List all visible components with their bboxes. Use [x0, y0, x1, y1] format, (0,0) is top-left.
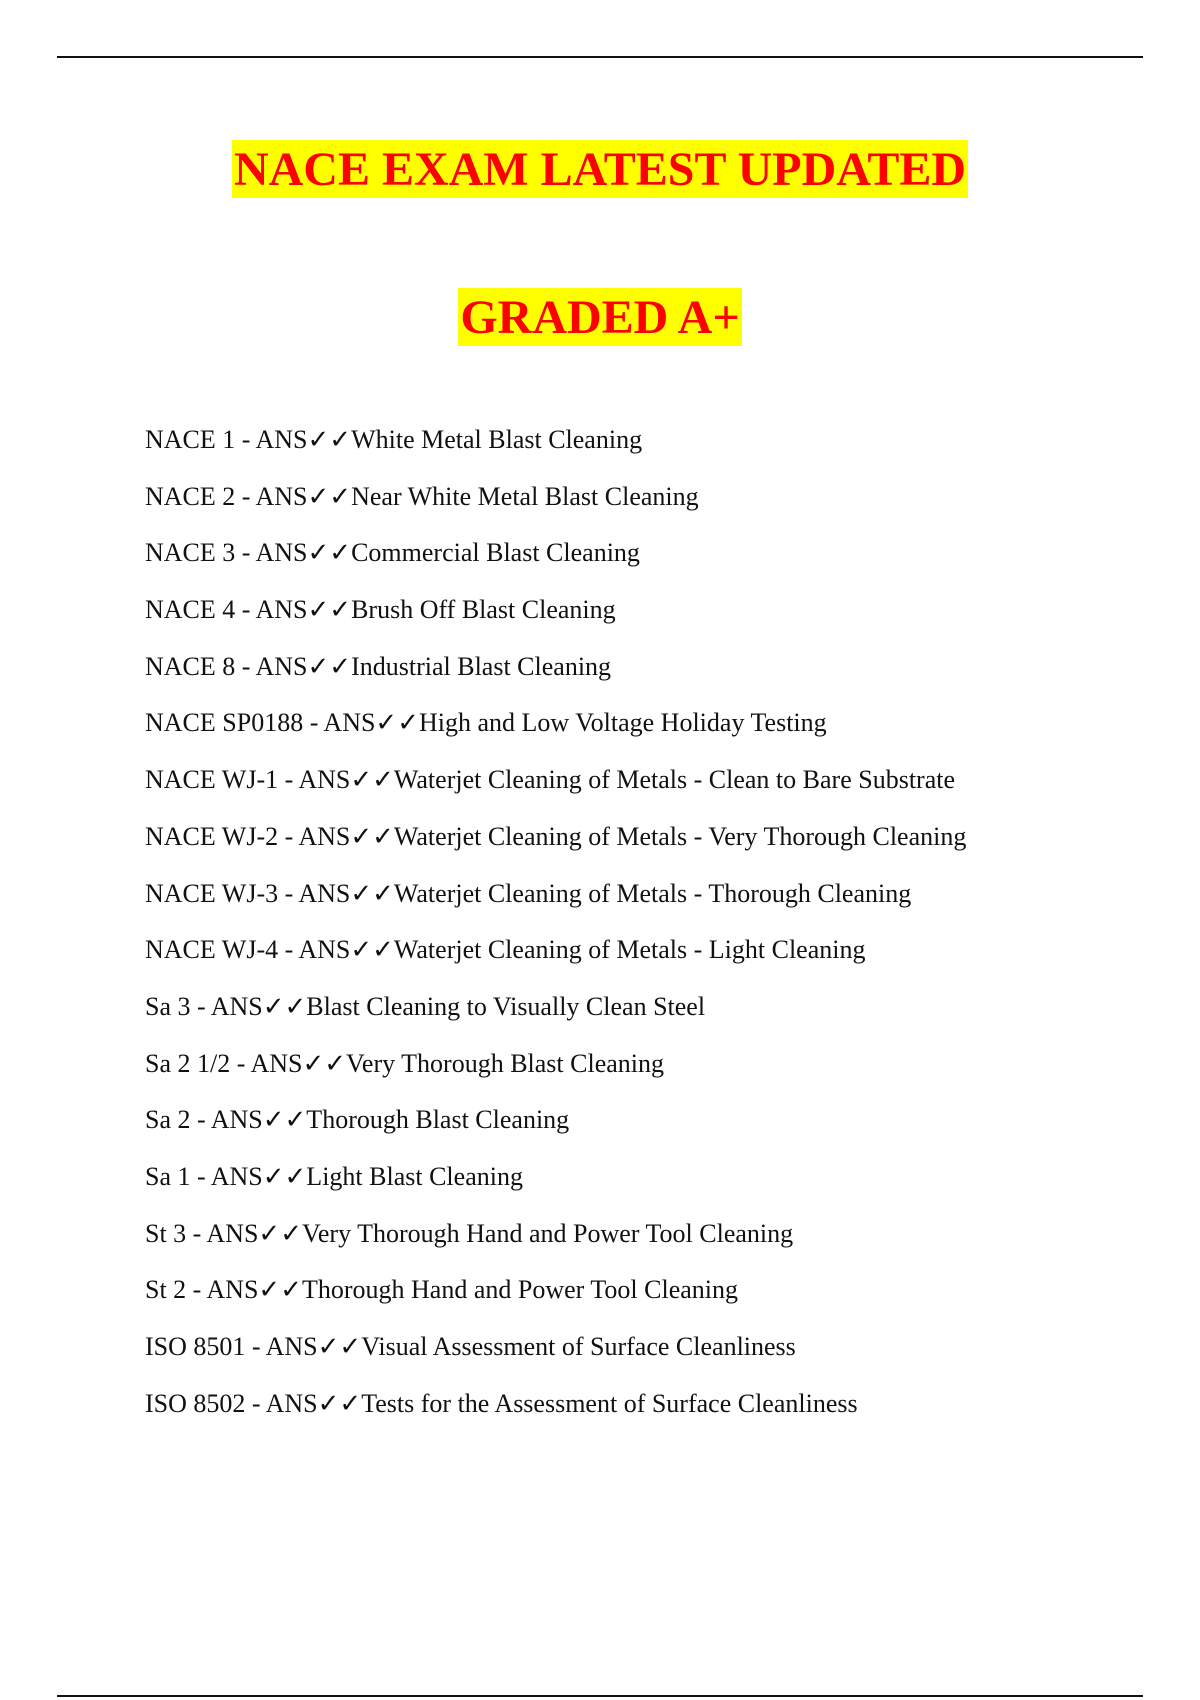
- qa-entry: St 3 - ANS✓✓Very Thorough Hand and Power Tool Cleaning: [145, 1218, 794, 1248]
- qa-entry: NACE WJ-1 - ANS✓✓Waterjet Cleaning of Metals - Clean to Bare Substrate: [145, 765, 955, 795]
- qa-entry: Sa 2 1/2 - ANS✓✓Very Thorough Blast Cleaning: [145, 1048, 665, 1078]
- title-line-1-wrapper: [0, 140, 1200, 198]
- qa-entry: NACE WJ-2 - ANS✓✓Waterjet Cleaning of Metals - Very Thorough Cleaning: [145, 821, 967, 851]
- qa-entry: Sa 3 - ANS✓✓Blast Cleaning to Visually Clean Steel: [145, 991, 706, 1021]
- qa-entry: ISO 8501 - ANS✓✓Visual Assessment of Surface Cleanliness: [145, 1332, 796, 1361]
- qa-entry: NACE WJ-3 - ANS✓✓Waterjet Cleaning of Metals - Thorough Cleaning: [145, 878, 912, 908]
- qa-entry: St 2 - ANS✓✓Thorough Hand and Power Tool Cleaning: [145, 1275, 739, 1305]
- qa-entry: NACE 2 - ANS✓✓Near White Metal Blast Cleaning: [145, 481, 699, 511]
- document-title: NACE EXAM LATEST UPDATED: [232, 140, 968, 198]
- qa-entry: NACE WJ-4 - ANS✓✓Waterjet Cleaning of Metals - Light Cleaning: [145, 935, 866, 965]
- top-rule: [57, 56, 1143, 58]
- qa-entry: NACE SP0188 - ANS✓✓High and Low Voltage Holiday Testing: [145, 708, 827, 738]
- qa-entry: Sa 2 - ANS✓✓Thorough Blast Cleaning: [145, 1105, 570, 1135]
- qa-entry: ISO 8502 - ANS✓✓Tests for the Assessment of Surface Cleanliness: [145, 1388, 858, 1418]
- qa-entry: NACE 3 - ANS✓✓Commercial Blast Cleaning: [145, 538, 640, 568]
- qa-entry: NACE 1 - ANS✓✓White Metal Blast Cleaning: [145, 425, 643, 454]
- document-subtitle: GRADED A+: [458, 288, 741, 346]
- qa-entry: Sa 1 - ANS✓✓Light Blast Cleaning: [145, 1161, 523, 1191]
- title-line-2-wrapper: [0, 288, 1200, 346]
- bottom-rule: [57, 1695, 1143, 1697]
- title-block: [0, 140, 1200, 346]
- qa-entry: NACE 4 - ANS✓✓Brush Off Blast Cleaning: [145, 595, 616, 625]
- qa-entry-list: [145, 425, 1145, 1445]
- qa-entry: NACE 8 - ANS✓✓Industrial Blast Cleaning: [145, 651, 612, 681]
